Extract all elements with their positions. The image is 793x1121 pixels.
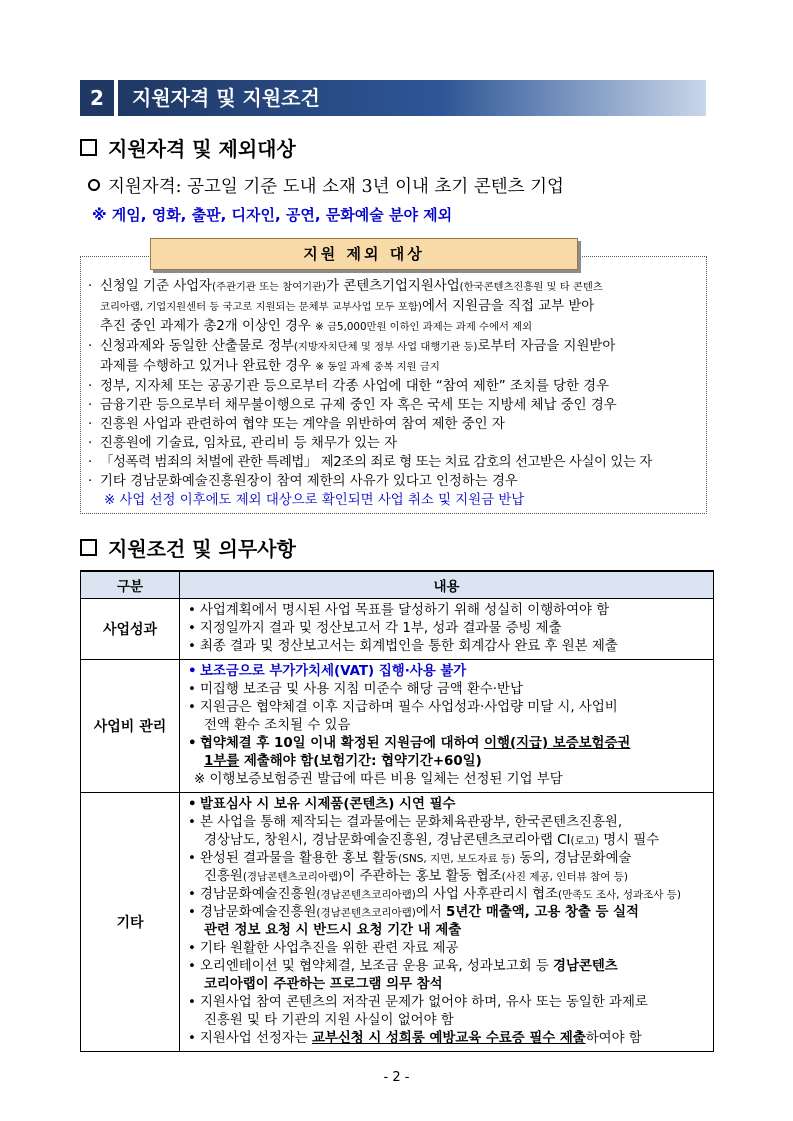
- circle-bullet-icon: [88, 179, 100, 191]
- page-number: - 2 -: [383, 1070, 410, 1085]
- list-item: · 정부, 지자체 또는 공공기관 등으로부터 각종 사업에 대한 “참여 제한” 조치를 당한 경우: [88, 379, 610, 394]
- row-label-budget: 사업비 관리: [81, 660, 180, 793]
- list-item: · 신청일 기준 사업자(주관기관 또는 참여기관)가 콘텐츠기업지원사업(한국콘텐츠진흥원 및 타 콘텐츠: [88, 279, 603, 294]
- list-item: · 기타 경남문화예술진흥원장이 참여 제한의 사유가 있다고 인정하는 경우: [88, 474, 518, 489]
- table-header-row: [81, 571, 714, 599]
- exclusion-list: · 신청일 기준 사업자(주관기관 또는 참여기관)가 콘텐츠기업지원사업(한국콘텐츠진흥원 및 타 콘텐츠 코리아랩, 기업지원센터 등 국고로 지원되는 문체부 교부사업 모두 포함)에서 지원금을 직접 교부 받아 추진 중인 과제가 총2개 이상인 경우 ※ 금5,000만원 이하인 과제는 과제 수에서 제외 · 신청과제와 동일한 산출물로 정부(지방자치단체 및 정부 사업 대행기관 등)로부터 자금을 지원받아 과제를 수행하고 있거나 완료한 경우 ※ 동일 과제 중복 지원 금지 · 정부, 지자체 또는 공공기관 등으로부터 각종 사업에 대한 “참여 제한” 조치를 당한 경우 · 금융기관 등으로부터 채무불이행으로 규제 중인 자 혹은 국세 또는 지방세 체납 중인 경우 · 진흥원 사업과 관련하여 협약 또는 계약을 위반하여 참여 제한 중인 자 · 진흥원에 기술료, 임차료, 관리비 등 채무가 있는 자 · 「성폭력 범죄의 처벌에 관한 특례법」 제2조의 죄로 형 또는 치료 감호의 선고받은 사실이 있는 자 · 기타 경남문화예술진흥원장이 참여 제한의 사유가 있다고 인정하는 경우 ※ 사업 선정 이후에도 제외 대상으로 확인되면 사업 취소 및 지원금 반납: [86, 277, 706, 510]
- row-label-other: 기타: [81, 793, 180, 1052]
- checkbox-square-icon: [80, 139, 97, 156]
- row-label-performance: 사업성과: [81, 599, 180, 660]
- column-header-content: 내용: [180, 571, 714, 599]
- list-item: · 금융기관 등으로부터 채무불이행으로 규제 중인 자 혹은 국세 또는 지방세 체납 중인 경우: [88, 398, 617, 413]
- qualification-line: 지원자격: 공고일 기준 도내 소재 3년 이내 초기 콘텐츠 기업: [88, 173, 564, 198]
- list-item: · 진흥원에 기술료, 임차료, 관리비 등 채무가 있는 자: [88, 436, 398, 451]
- column-header-category: 구분: [81, 571, 180, 599]
- checkbox-square-icon: [80, 539, 97, 556]
- section-banner: [80, 80, 706, 116]
- section-title: 지원자격 및 지원조건: [118, 80, 706, 116]
- list-item: · 신청과제와 동일한 산출물로 정부(지방자치단체 및 정부 사업 대행기관 등)로부터 자금을 지원받아: [88, 339, 616, 354]
- excluded-fields-note: ※ 게임, 영화, 출판, 디자인, 공연, 문화예술 분야 제외: [92, 206, 453, 224]
- exclusion-note: ※ 사업 선정 이후에도 제외 대상으로 확인되면 사업 취소 및 지원금 반납: [104, 493, 525, 508]
- conditions-table: [80, 570, 714, 1052]
- list-item: · 진흥원 사업과 관련하여 협약 또는 계약을 위반하여 참여 제한 중인 자: [88, 417, 505, 432]
- section-number: 2: [80, 80, 114, 116]
- table-row: 사업비 관리 • 보조금으로 부가가치세(VAT) 집행·사용 불가 • 미집행 보조금 및 사용 지침 미준수 해당 금액 환수·반납 • 지원금은 협약체결 이후 지급하며 필수 사업성과·사업량 미달 시, 사업비 전액 환수 조치될 수 있음 • 협약체결 후 10일 이내 확정된 지원금에 대하여 이행(지급) 보증보험증권 1부를 제출해야 함(보험기간: 협약기간+60일) ※ 이행보증보험증권 발급에 따른 비용 일체는 선정된 기업 부담: [81, 660, 714, 793]
- table-row: 기타 • 발표심사 시 보유 시제품(콘텐츠) 시연 필수 • 본 사업을 통해 제작되는 결과물에는 문화체육관광부, 한국콘텐츠진흥원, 경상남도, 창원시, 경남문화예술진흥원, 경남콘텐츠코리아랩 CI(로고) 명시 필수 • 완성된 결과물을 활용한 홍보 활동(SNS, 지면, 보도자료 등) 동의, 경남문화예술 진흥원(경남콘텐츠코리아랩)이 주관하는 홍보 활동 협조(사진 제공, 인터뷰 참여 등) • 경남문화예술진흥원(경남콘텐츠코리아랩)의 사업 사후관리시 협조(만족도 조사, 성과조사 등) • 경남문화예술진흥원(경남콘텐츠코리아랩)에서 5년간 매출액, 고용 창출 등 실적 관련 정보 요청 시 반드시 요청 기간 내 제출 • 기타 원활한 사업추진을 위한 관련 자료 제공 • 오리엔테이션 및 협약체결, 보조금 운용 교육, 성과보고회 등 경남콘텐츠 코리아랩이 주관하는 프로그램 의무 참석 • 지원사업 참여 콘텐츠의 저작권 문제가 없어야 하며, 유사 또는 동일한 과제로 진흥원 및 타 기관의 지원 사실이 없어야 함 • 지원사업 선정자는 교부신청 시 성희롱 예방교육 수료증 필수 제출하여야 함: [81, 793, 714, 1052]
- list-item: · 「성폭력 범죄의 처벌에 관한 특례법」 제2조의 죄로 형 또는 치료 감호의 선고받은 사실이 있는 자: [88, 455, 652, 470]
- eligibility-heading: 지원자격 및 제외대상: [80, 133, 296, 162]
- exclusion-title: 지원 제외 대상: [150, 238, 578, 270]
- conditions-heading: 지원조건 및 의무사항: [80, 533, 296, 562]
- table-row: 사업성과 • 사업계획에서 명시된 사업 목표를 달성하기 위해 성실히 이행하여야 함 • 지정일까지 결과 및 정산보고서 각 1부, 성과 결과물 증빙 제출 • 최종 결과 및 정산보고서는 회계법인을 통한 회계감사 완료 후 원본 제출: [81, 599, 714, 660]
